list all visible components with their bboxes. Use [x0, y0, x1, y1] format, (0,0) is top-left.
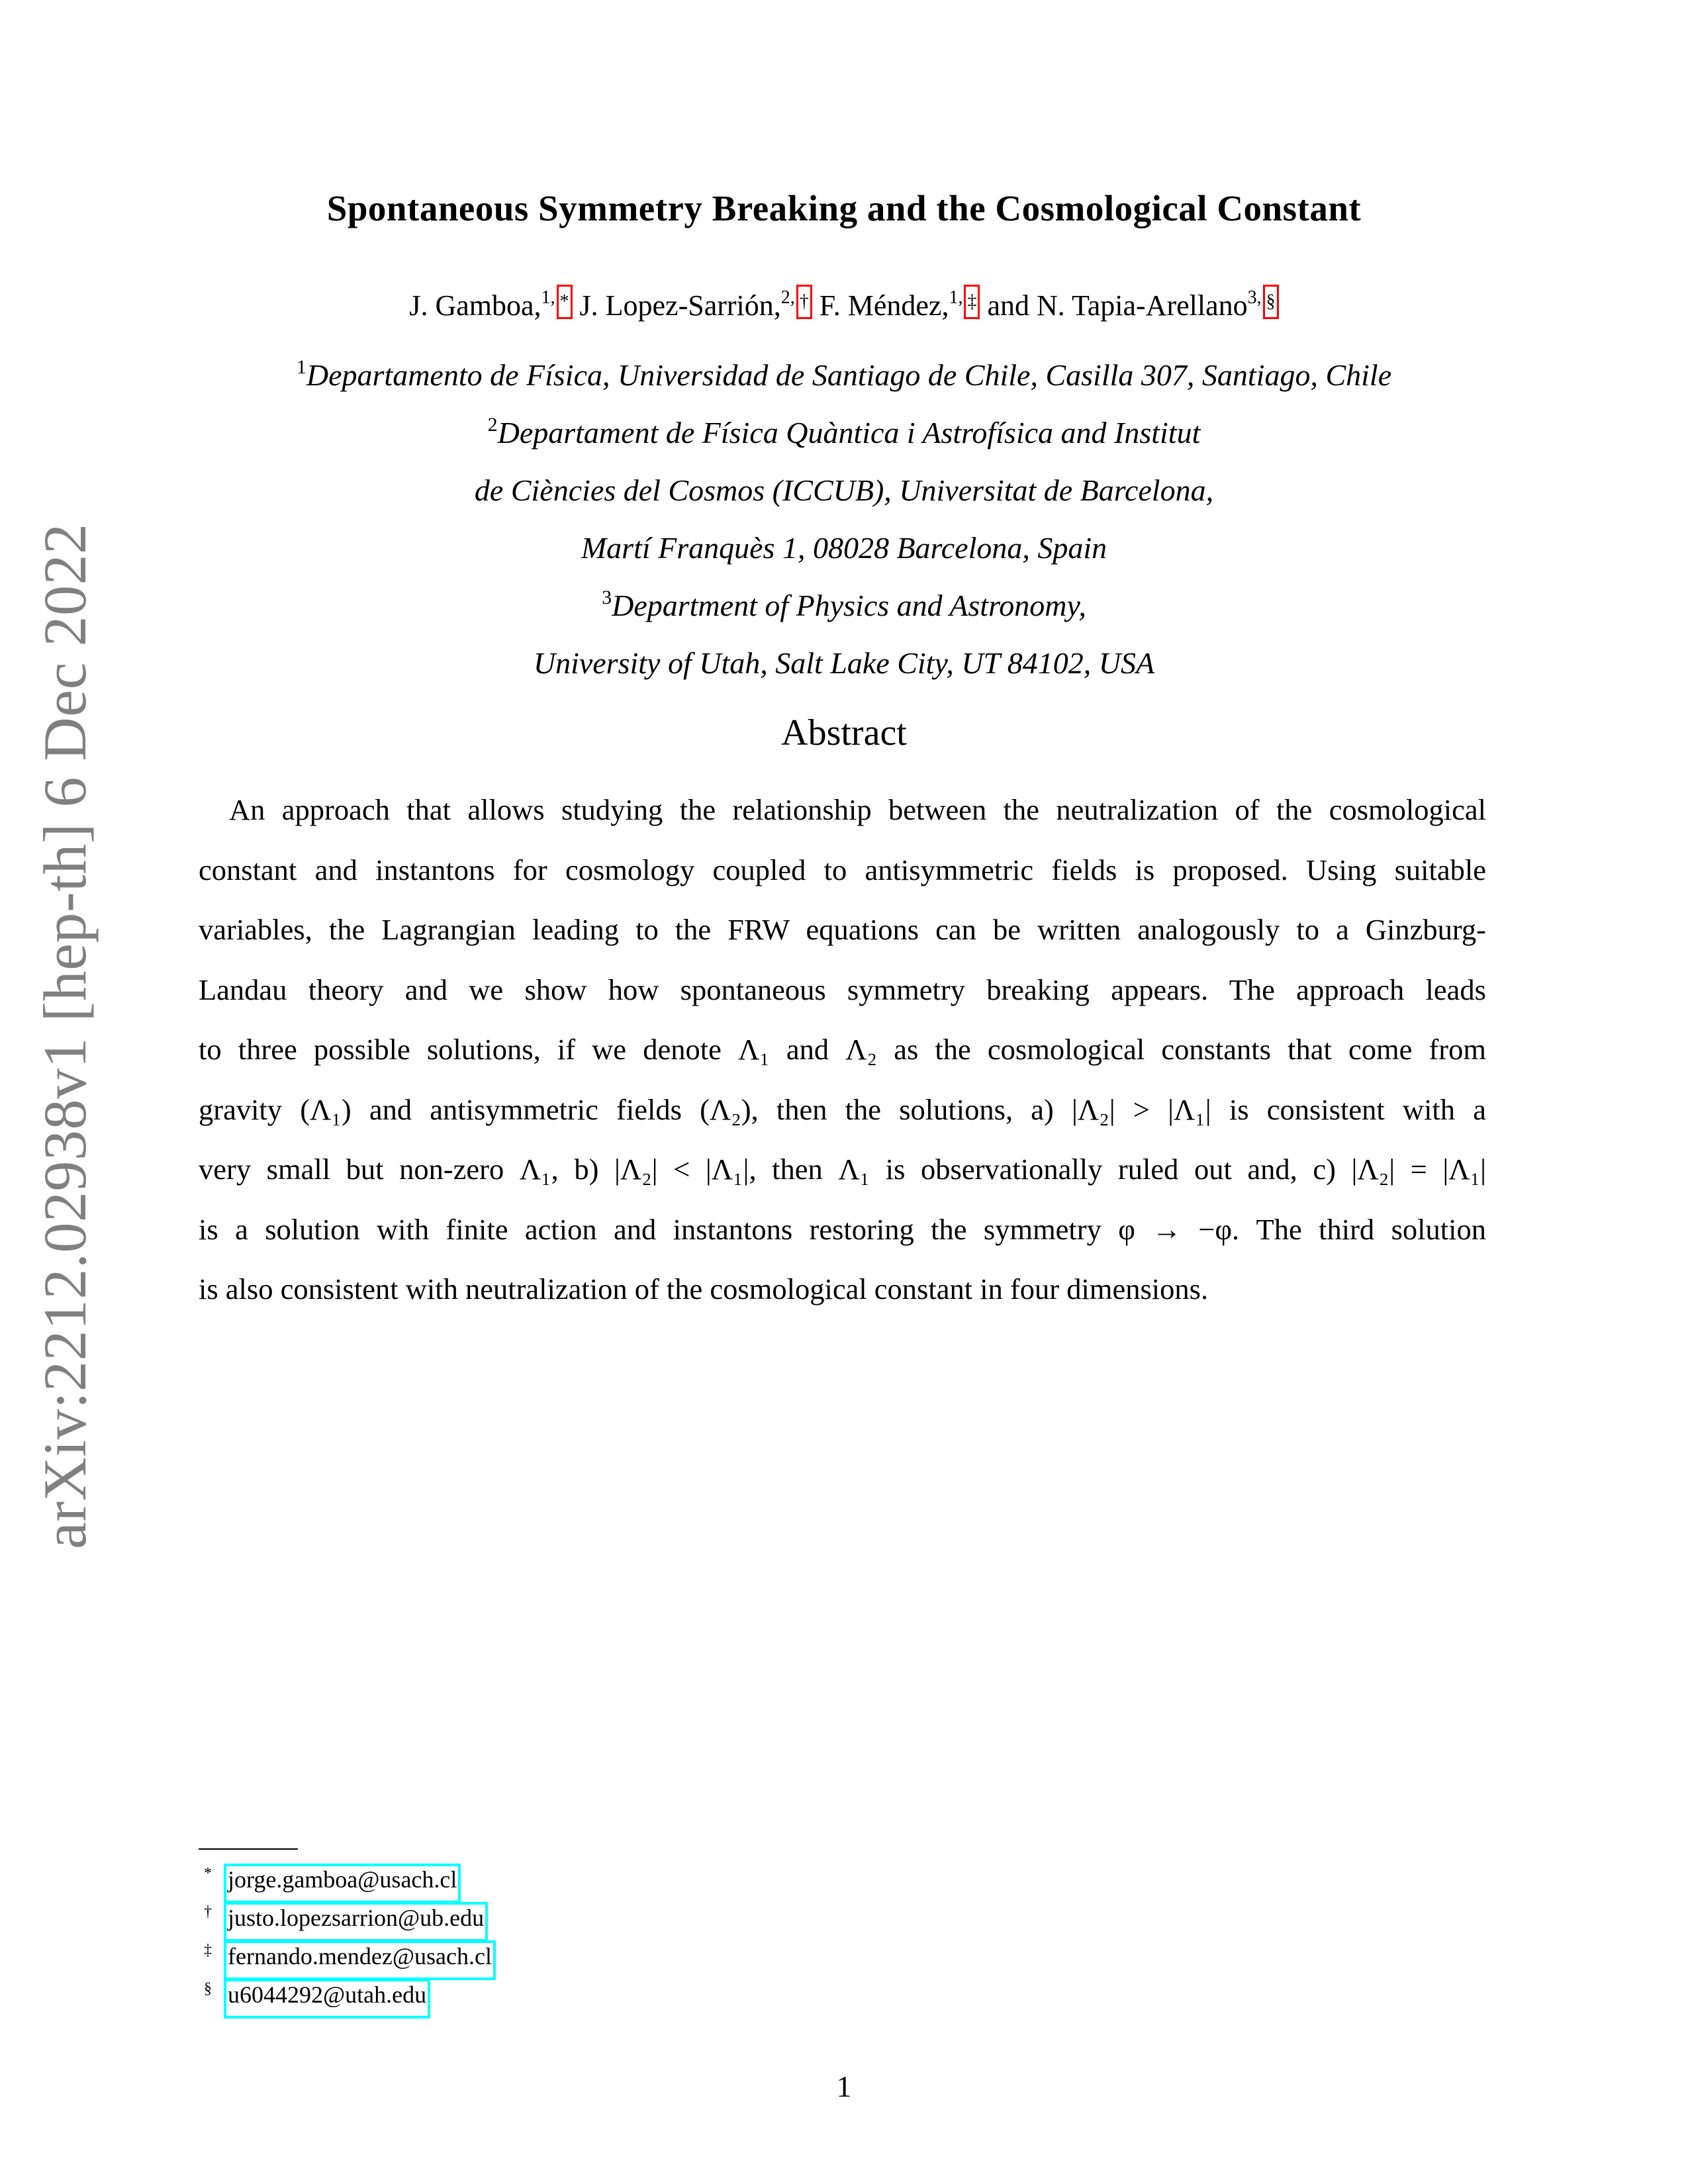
- footnote-link-gamboa[interactable]: *: [557, 285, 573, 319]
- author-name: and N. Tapia-Arellano: [987, 289, 1248, 322]
- abstract-line: Landau theory and we show how spontaneous symmetry breaking appears. The approach leads: [199, 973, 1486, 1006]
- paper-title: Spontaneous Symmetry Breaking and the Cosmological Constant: [326, 188, 1362, 228]
- affiliation-number: 2: [487, 414, 498, 436]
- affiliation-text: University of Utah, Salt Lake City, UT 84102, USA: [533, 646, 1155, 680]
- affiliation-number: 1: [296, 356, 306, 378]
- page-number: 1: [836, 2069, 852, 2103]
- abstract-line: is a solution with finite action and instantons restoring the symmetry φ → −φ. The third solution: [199, 1212, 1486, 1246]
- affiliation-2-line-3: [0, 530, 1688, 565]
- email-link-gamboa[interactable]: jorge.gamboa@usach.cl: [224, 1864, 461, 1903]
- affiliation-2-line-2: [0, 473, 1688, 508]
- author-name: J. Gamboa,: [409, 289, 541, 322]
- footnote-mark: †: [204, 1903, 212, 1921]
- footnote-link-lopez-sarrion[interactable]: †: [796, 285, 812, 319]
- affiliation-text: de Ciències del Cosmos (ICCUB), Universitat de Barcelona,: [474, 473, 1214, 507]
- abstract-heading: Abstract: [781, 712, 907, 753]
- arxiv-identifier-stamp: arXiv:2212.02938v1 [hep-th] 6 Dec 2022: [31, 523, 99, 1549]
- author-affiliation-mark: 1,: [949, 287, 963, 308]
- author-affiliation-mark: 1,: [541, 287, 555, 308]
- footnote-mark: §: [204, 1980, 212, 1997]
- abstract-line: constant and instantons for cosmology coupled to antisymmetric fields is proposed. Using suitable: [199, 853, 1486, 886]
- footnote-separator: [199, 1848, 298, 1850]
- email-link-lopez-sarrion[interactable]: justo.lopezsarrion@ub.edu: [224, 1902, 488, 1942]
- abstract-line: is also consistent with neutralization of the cosmological constant in four dimensions.: [199, 1272, 1209, 1306]
- abstract-line: variables, the Lagrangian leading to the FRW equations can be written analogously to a Ginzburg-: [199, 913, 1486, 946]
- footnote-mark: ‡: [204, 1942, 212, 1959]
- author-affiliation-mark: 3,: [1247, 287, 1262, 308]
- author-name: J. Lopez-Sarrión,: [579, 289, 781, 322]
- affiliation-text: Department of Physics and Astronomy,: [612, 589, 1086, 622]
- affiliation-text: Departamento de Física, Universidad de Santiago de Chile, Casilla 307, Santiago, Chile: [306, 358, 1392, 392]
- abstract-line: to three possible solutions, if we denote Λ₁ and Λ₂ as the cosmological constants that come from: [199, 1033, 1486, 1066]
- affiliation-2: [0, 415, 1688, 450]
- footnote-link-tapia-arellano[interactable]: §: [1263, 285, 1279, 319]
- footnote-mark: *: [204, 1865, 212, 1882]
- author-affiliation-mark: 2,: [780, 287, 795, 308]
- affiliation-3-line-2: [0, 645, 1688, 681]
- affiliation-number: 3: [602, 587, 612, 608]
- footnote-link-mendez[interactable]: ‡: [964, 285, 980, 319]
- email-link-tapia-arellano[interactable]: u6044292@utah.edu: [224, 1979, 430, 2018]
- affiliation-3: [0, 588, 1688, 623]
- abstract-body: [199, 780, 1486, 1319]
- abstract-line: An approach that allows studying the relationship between the neutralization of the cosmological: [229, 793, 1486, 826]
- affiliation-1: [0, 357, 1688, 393]
- abstract-line: gravity (Λ₁) and antisymmetric fields (Λ₂), then the solutions, a) |Λ₂| > |Λ₁| is consistent with a: [199, 1092, 1486, 1126]
- author-name: F. Méndez,: [819, 289, 949, 322]
- affiliation-text: Martí Franquès 1, 08028 Barcelona, Spain: [581, 531, 1107, 565]
- affiliation-text: Departament de Física Quàntica i Astrofísica and Institut: [497, 416, 1201, 450]
- author-list: [0, 285, 1688, 322]
- abstract-line: very small but non-zero Λ₁, b) |Λ₂| < |Λ₁|, then Λ₁ is observationally ruled out and, c) |Λ₂| = |Λ₁|: [199, 1153, 1486, 1186]
- email-link-mendez[interactable]: fernando.mendez@usach.cl: [224, 1940, 496, 1980]
